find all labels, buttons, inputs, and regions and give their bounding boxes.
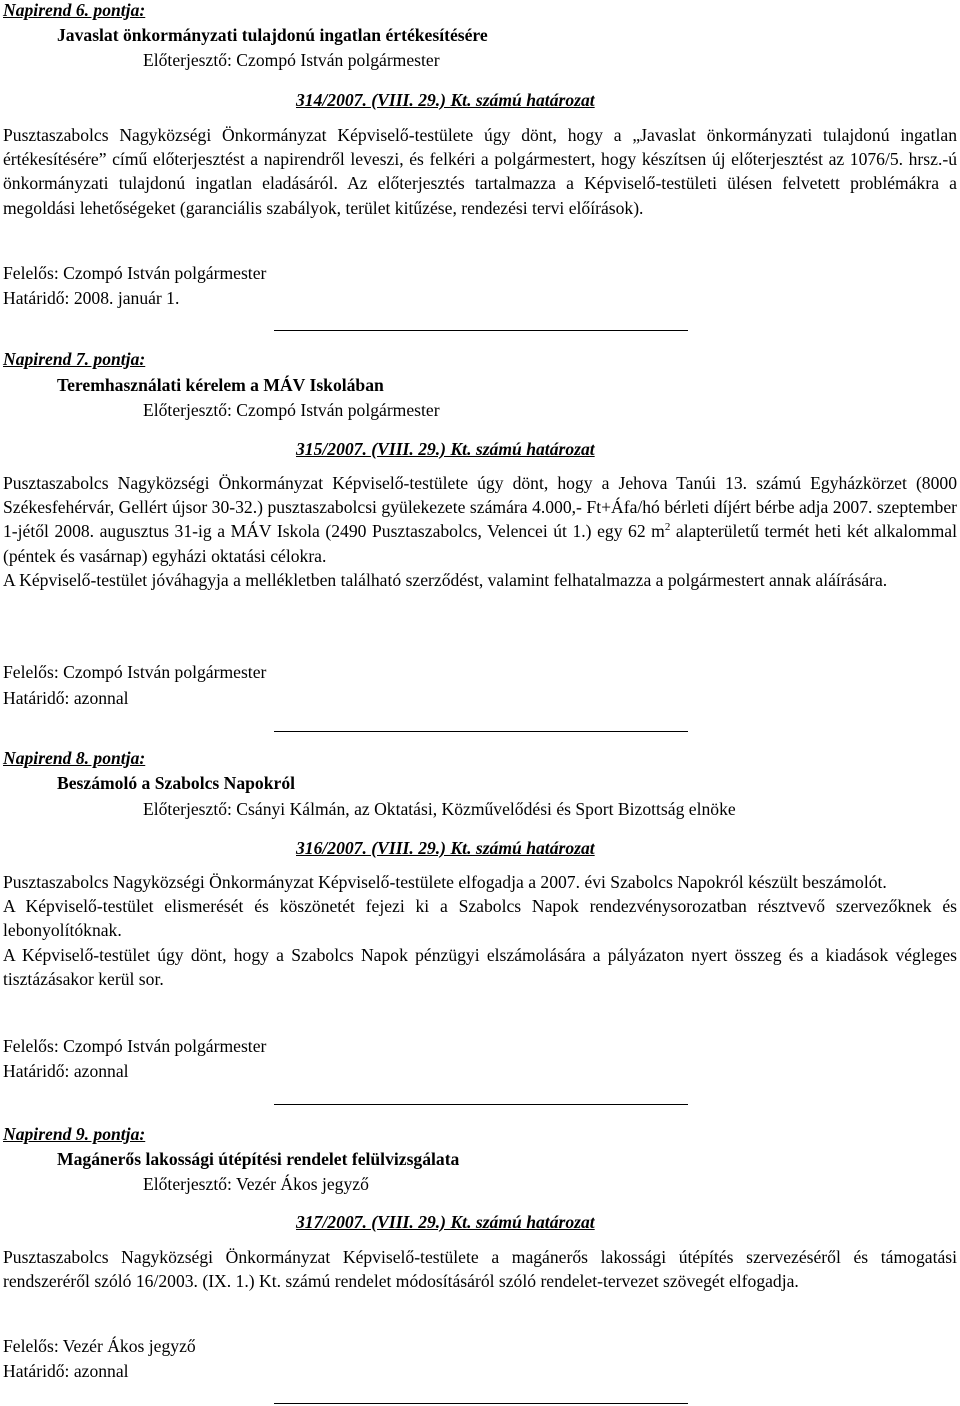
agenda-heading: Napirend 7. pontja:: [3, 349, 146, 369]
body-paragraph-2: A Képviselő-testület jóváhagyja a mellékletben található szerződést, valamint felhatalmazza a polgármestert annak aláírására.: [3, 569, 888, 590]
body-paragraph: Pusztaszabolcs Nagyközségi Önkormányzat Képviselő-testülete elfogadja a 2007. évi Szabolcs Napokról készült beszámolót.: [3, 872, 887, 892]
responsible-person: Felelős: Czompó István polgármester: [3, 662, 267, 682]
agenda-title: Javaslat önkormányzati tulajdonú ingatlan értékesítésére: [57, 25, 488, 45]
agenda-title: Beszámoló a Szabolcs Napokról: [57, 773, 296, 793]
superscript: 2: [664, 521, 671, 534]
agenda-title: Magánerős lakossági útépítési rendelet felülvizsgálata: [57, 1149, 460, 1169]
resolution-body: [3, 123, 957, 220]
resolution-body: [3, 1245, 957, 1293]
presenter: Előterjesztő: Czompó István polgármester: [143, 50, 440, 70]
body-text: Pusztaszabolcs Nagyközségi Önkormányzat Képviselő-testülete úgy dönt, hogy a Jehova Tanúi 13. számú Egyházkörzet (8000 Székesfehérvár, Gellért újsor 30-32.) pusztaszabolcsi gyülekezete számára 4.000,- Ft+Áfa/hó bérleti díjért bérbe adja 2007. szeptember 1-jétől 2008. augusztus 31-ig a MÁV Iskola (2490 Pusztaszabolcs, Velencei út 1.) egy 62 m: [3, 473, 957, 542]
resolution-body: [3, 870, 957, 991]
deadline: Határidő: azonnal: [3, 1361, 129, 1381]
section-divider: [274, 731, 688, 732]
presenter: Előterjesztő: Csányi Kálmán, az Oktatási, Közművelődési és Sport Bizottság elnöke: [143, 799, 736, 819]
resolution-body: [3, 471, 957, 592]
body-paragraph-2: A Képviselő-testület elismerését és köszönetét fejezi ki a Szabolcs Napok rendezvénysorozatban résztvevő szervezőknek és lebonyolítóknak.: [3, 896, 957, 941]
body-paragraph: [3, 471, 957, 568]
resolution-number: 317/2007. (VIII. 29.) Kt. számú határozat: [296, 1212, 595, 1232]
section-divider: [274, 1403, 688, 1404]
section-divider: [274, 330, 688, 331]
section-divider: [274, 1104, 688, 1105]
deadline: Határidő: azonnal: [3, 688, 129, 708]
agenda-title: Teremhasználati kérelem a MÁV Iskolában: [57, 375, 384, 395]
body-paragraph: Pusztaszabolcs Nagyközségi Önkormányzat Képviselő-testülete a magánerős lakossági útépítés szervezéséről és támogatási rendszeréről szóló 16/2003. (IX. 1.) Kt. számú rendelet módosításáról szóló rendelet-tervezet szövegét elfogadja.: [3, 1247, 957, 1292]
responsible-person: Felelős: Vezér Ákos jegyző: [3, 1336, 196, 1356]
presenter: Előterjesztő: Vezér Ákos jegyző: [143, 1174, 369, 1194]
responsible-person: Felelős: Czompó István polgármester: [3, 1036, 267, 1056]
body-paragraph: Pusztaszabolcs Nagyközségi Önkormányzat Képviselő-testülete úgy dönt, hogy a „Javaslat önkormányzati tulajdonú ingatlan értékesítésére” című előterjesztést a napirendről leveszi, és felkéri a polgármestert, hogy készítsen új előterjesztést az 1076/5. hrsz.-ú önkormányzati tulajdonú ingatlan eladásáról. Az előterjesztés tartalmazza a Képviselő-testületi ülésen felvetett problémákra a megoldási lehetőségeket (garanciális szabályok, terület kitűzése, rendezési tervi előírások).: [3, 125, 957, 218]
body-paragraph-3: A Képviselő-testület úgy dönt, hogy a Szabolcs Napok pénzügyi elszámolására a pályázaton nyert összeg és a kiadások végleges tisztázásakor kerül sor.: [3, 944, 957, 989]
agenda-heading: Napirend 9. pontja:: [3, 1124, 146, 1144]
deadline: Határidő: 2008. január 1.: [3, 288, 180, 308]
agenda-heading: Napirend 6. pontja:: [3, 0, 146, 20]
resolution-number: 315/2007. (VIII. 29.) Kt. számú határozat: [296, 439, 595, 459]
resolution-number: 314/2007. (VIII. 29.) Kt. számú határozat: [296, 90, 595, 110]
presenter: Előterjesztő: Czompó István polgármester: [143, 400, 440, 420]
body-text-cont: alapterületű termét heti két alkalommal (péntek és vasárnap) egyházi oktatási célokra.: [3, 521, 957, 566]
resolution-number: 316/2007. (VIII. 29.) Kt. számú határozat: [296, 838, 595, 858]
deadline: Határidő: azonnal: [3, 1061, 129, 1081]
responsible-person: Felelős: Czompó István polgármester: [3, 263, 267, 283]
agenda-heading: Napirend 8. pontja:: [3, 748, 146, 768]
